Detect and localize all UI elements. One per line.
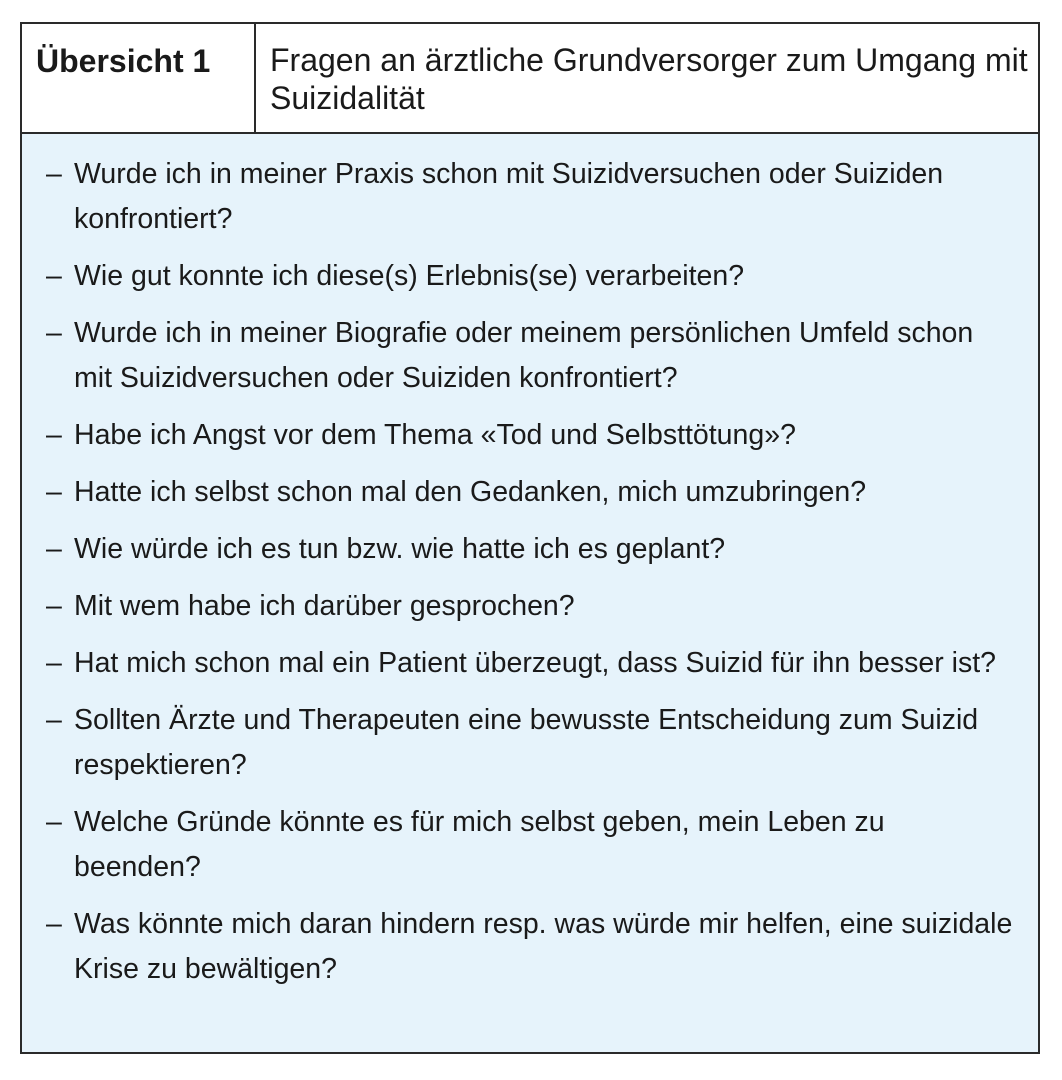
question-item: [46, 413, 1018, 458]
question-item: [46, 584, 1018, 629]
question-text: Hatte ich selbst schon mal den Gedanken, mich umzubringen?: [74, 476, 867, 508]
dash-marker: –: [46, 158, 62, 190]
question-item: [46, 902, 1018, 992]
question-text: Wurde ich in meiner Praxis schon mit Suizidversuchen oder Suiziden konfrontiert?: [74, 158, 944, 235]
question-text: Welche Gründe könnte es für mich selbst geben, mein Leben zu beenden?: [74, 806, 885, 883]
dash-marker: –: [46, 317, 62, 349]
question-text: Wurde ich in meiner Biografie oder meinem persönlichen Umfeld schon mit Suizidversuchen oder Suiziden konfrontiert?: [74, 317, 974, 394]
overview-header: [22, 24, 1038, 134]
question-item: [46, 800, 1018, 890]
question-list: [22, 134, 1038, 992]
question-item: [46, 311, 1018, 401]
question-text: Wie würde ich es tun bzw. wie hatte ich es geplant?: [74, 533, 726, 565]
question-text: Sollten Ärzte und Therapeuten eine bewusste Entscheidung zum Suizid respektieren?: [74, 704, 979, 781]
overview-title: Fragen an ärztliche Grundversorger zum Umgang mit Suizidalität: [270, 42, 1028, 116]
dash-marker: –: [46, 419, 62, 451]
question-item: [46, 254, 1018, 299]
overview-label: Übersicht 1: [22, 24, 256, 132]
question-text: Habe ich Angst vor dem Thema «Tod und Selbsttötung»?: [74, 419, 796, 451]
question-item: [46, 470, 1018, 515]
question-text: Wie gut konnte ich diese(s) Erlebnis(se) verarbeiten?: [74, 260, 745, 292]
dash-marker: –: [46, 533, 62, 565]
dash-marker: –: [46, 908, 62, 940]
question-item: [46, 698, 1018, 788]
question-text: Hat mich schon mal ein Patient überzeugt, dass Suizid für ihn besser ist?: [74, 647, 996, 679]
dash-marker: –: [46, 806, 62, 838]
question-text: Mit wem habe ich darüber gesprochen?: [74, 590, 575, 622]
dash-marker: –: [46, 590, 62, 622]
dash-marker: –: [46, 647, 62, 679]
question-item: [46, 152, 1018, 242]
overview-box: [20, 22, 1040, 1054]
dash-marker: –: [46, 260, 62, 292]
dash-marker: –: [46, 476, 62, 508]
dash-marker: –: [46, 704, 62, 736]
question-text: Was könnte mich daran hindern resp. was würde mir helfen, eine suizidale Krise zu bewältigen?: [74, 908, 1013, 985]
question-item: [46, 641, 1018, 686]
question-item: [46, 527, 1018, 572]
